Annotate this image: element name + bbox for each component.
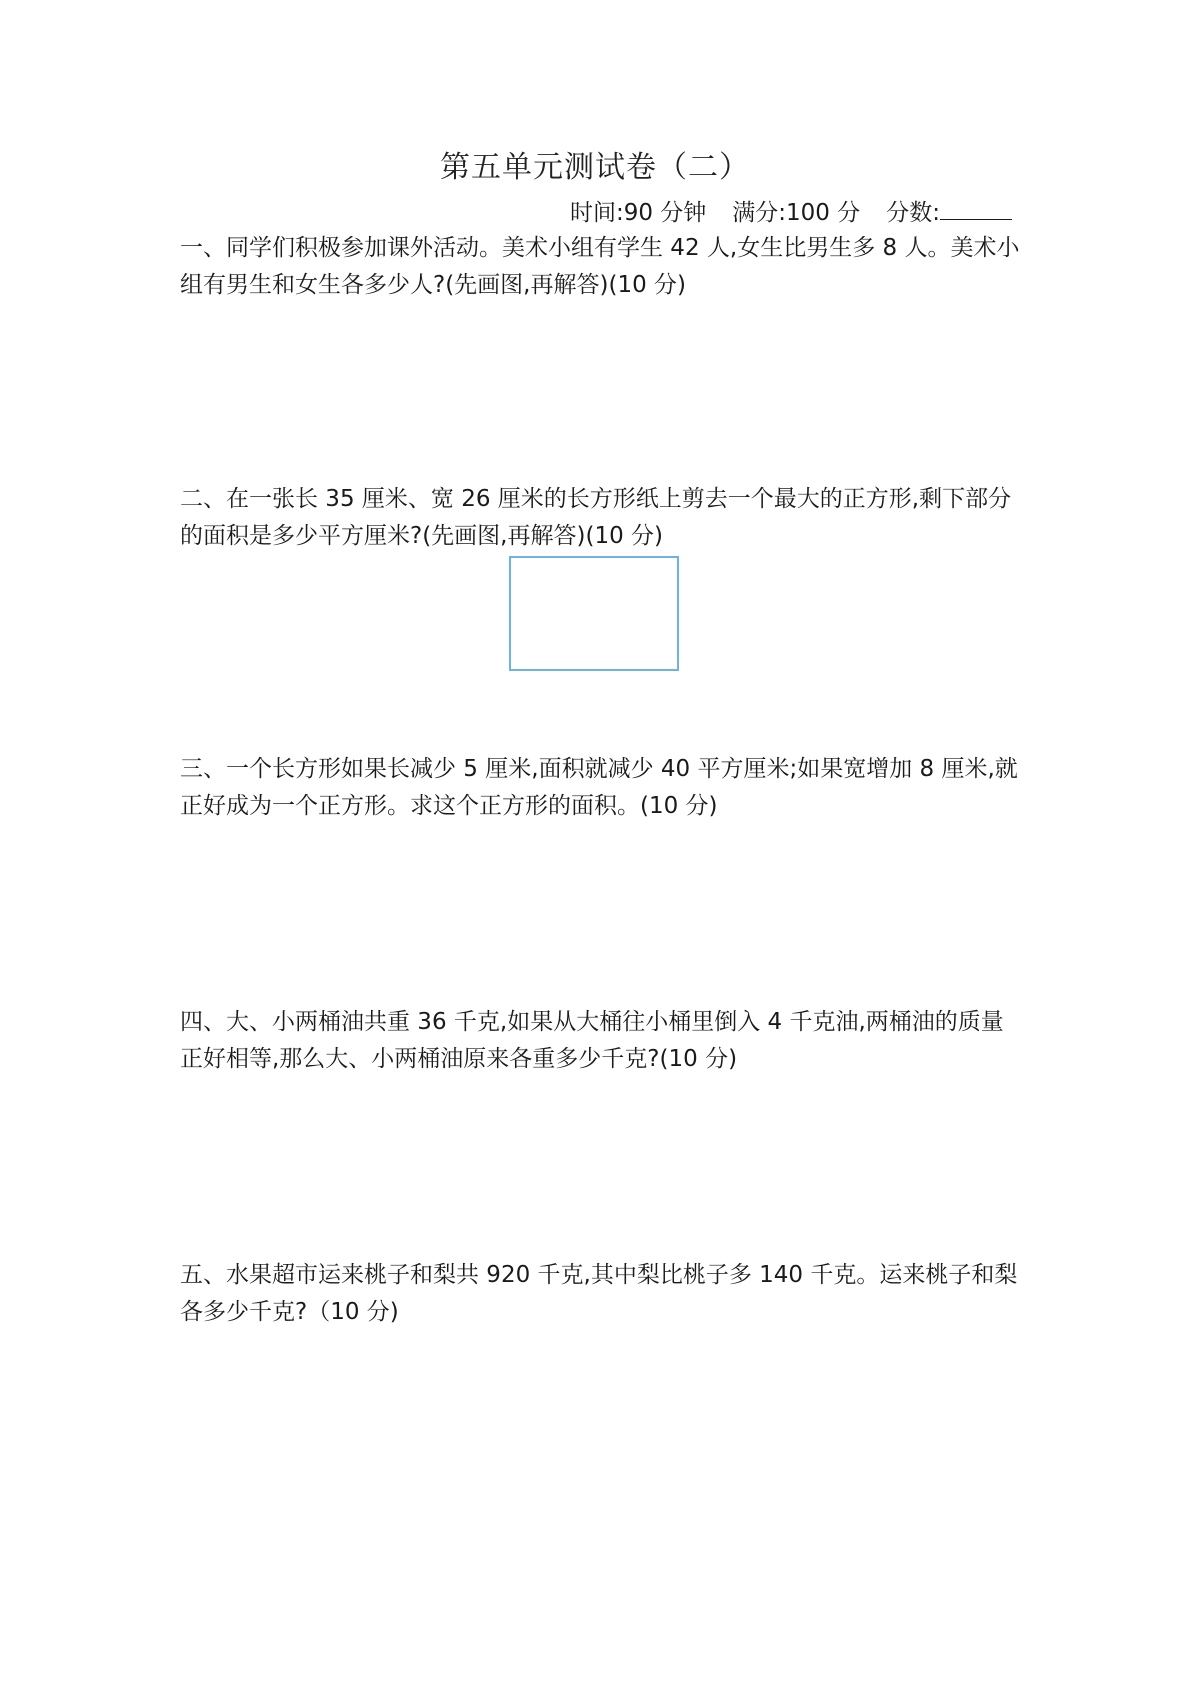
question-5: 五、水果超市运来桃子和梨共 920 千克,其中梨比桃子多 140 千克。运来桃子和梨各多少千克?（10 分) [180, 1262, 1018, 1325]
question-1: 一、同学们积极参加课外活动。美术小组有学生 42 人,女生比男生多 8 人。美术小组有男生和女生各多少人?(先画图,再解答)(10 分) [180, 235, 1020, 298]
page-title: 第五单元测试卷（二） [440, 150, 750, 185]
score-blank[interactable] [940, 197, 1012, 220]
exam-meta [570, 196, 1012, 230]
question-2: 二、在一张长 35 厘米、宽 26 厘米的长方形纸上剪去一个最大的正方形,剩下部分的面积是多少平方厘米?(先画图,再解答)(10 分) [180, 486, 1012, 549]
rectangle-diagram [509, 556, 679, 671]
score-label: 分数: [886, 200, 940, 226]
question-3: 三、一个长方形如果长减少 5 厘米,面积就减少 40 平方厘米;如果宽增加 8 厘米,就正好成为一个正方形。求这个正方形的面积。(10 分) [180, 756, 1018, 819]
question-4: 四、大、小两桶油共重 36 千克,如果从大桶往小桶里倒入 4 千克油,两桶油的质量正好相等,那么大、小两桶油原来各重多少千克?(10 分) [180, 1009, 1004, 1072]
time-label: 时间:90 分钟 [569, 200, 707, 226]
score-field [886, 200, 1012, 226]
full-score-label: 满分:100 分 [732, 200, 861, 226]
